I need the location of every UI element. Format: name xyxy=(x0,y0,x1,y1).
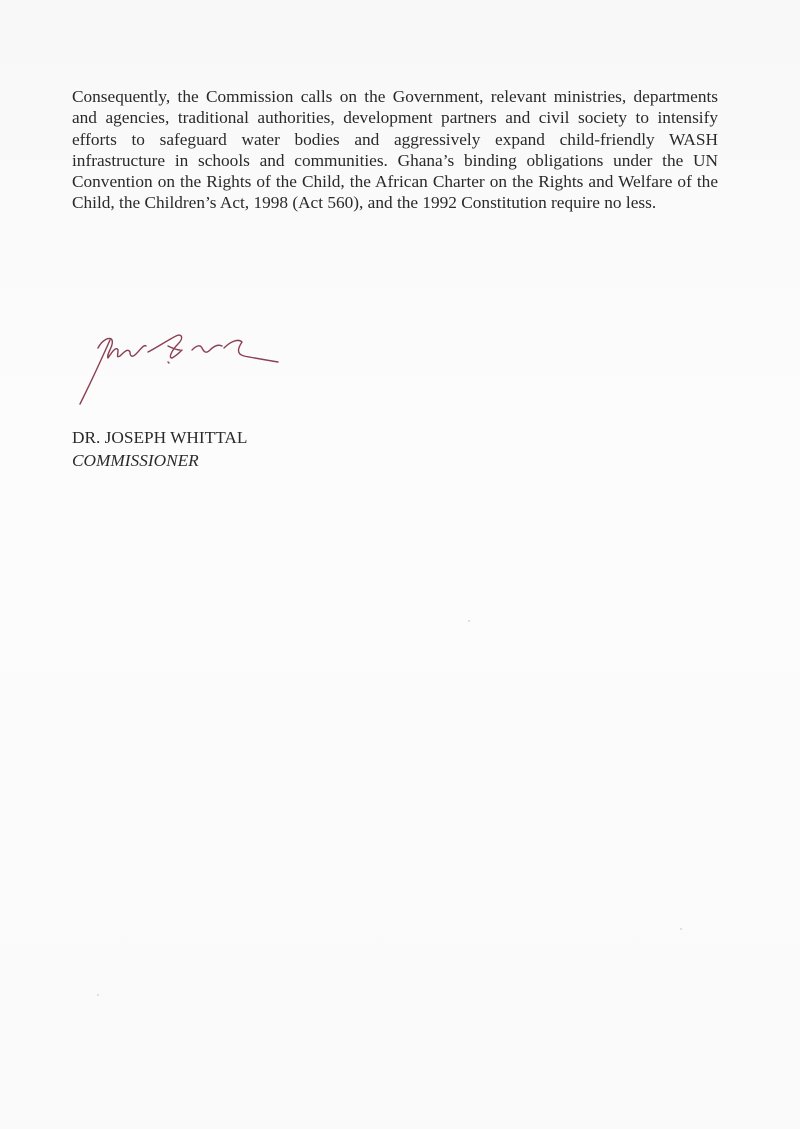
paper-speck xyxy=(680,928,682,930)
signatory-name: DR. JOSEPH WHITTAL xyxy=(72,428,248,447)
paper-speck xyxy=(468,620,470,622)
handwritten-signature xyxy=(72,318,287,413)
body-paragraph: Consequently, the Commission calls on the Government, relevant ministries, departments and agencies, traditional authorities, development partners and civil society to intensify efforts to safeguard water bodies and aggressively expand child-friendly WASH infrastructure in schools and communities. Ghana’s binding obligations under the UN Convention on the Rights of the Child, the African Charter on the Rights and Welfare of the Child, the Children’s Act, 1998 (Act 560), and the 1992 Constitution require no less. xyxy=(72,87,718,213)
paper-speck xyxy=(97,994,99,996)
signatory-title: COMMISSIONER xyxy=(72,451,199,470)
